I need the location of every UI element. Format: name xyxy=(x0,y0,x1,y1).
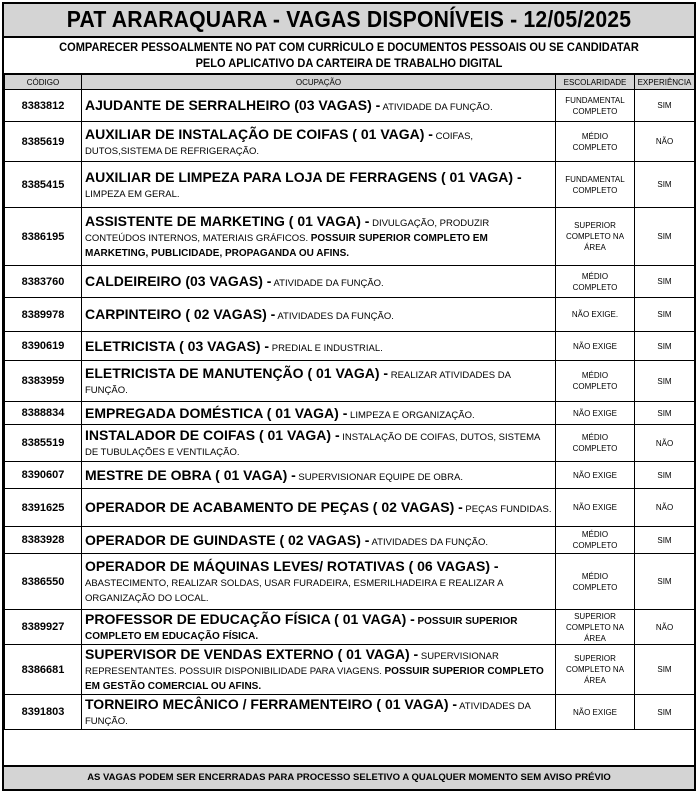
job-code: 8385415 xyxy=(5,162,82,208)
instructions-line-1: COMPARECER PESSOALMENTE NO PAT COM CURRÍCULO E DOCUMENTOS PESSOAIS OU SE CANDIDATAR xyxy=(59,42,639,54)
table-row xyxy=(5,332,695,361)
job-description: INSTALAÇÃO DE COIFAS, DUTOS, SISTEMA DE TUBULAÇÕES E VENTILAÇÃO. xyxy=(85,432,540,458)
job-description: COIFAS, DUTOS,SISTEMA DE REFRIGERAÇÃO. xyxy=(85,130,474,157)
job-requirement: POSSUIR SUPERIOR COMPLETO EM EDUCAÇÃO FÍSICA. xyxy=(85,616,518,642)
job-occupation xyxy=(82,489,556,527)
job-occupation xyxy=(82,402,556,425)
job-code: 8385619 xyxy=(5,122,82,162)
job-title: CARPINTEIRO ( 02 VAGAS) - xyxy=(85,306,276,322)
job-title: SUPERVISOR DE VENDAS EXTERNO ( 01 VAGA) - xyxy=(85,646,419,662)
job-occupation xyxy=(82,361,556,402)
job-experience: SIM xyxy=(635,162,695,208)
job-title: OPERADOR DE GUINDASTE ( 02 VAGAS) - xyxy=(85,531,370,548)
job-code: 8386681 xyxy=(5,645,82,695)
job-experience: SIM xyxy=(635,361,695,402)
job-description: ATIVIDADES DA FUNÇÃO. xyxy=(369,536,489,548)
job-education: NÃO EXIGE xyxy=(556,462,635,489)
job-occupation xyxy=(82,208,556,266)
title-bar xyxy=(4,4,694,38)
job-code: 8388834 xyxy=(5,402,82,425)
job-title: ELETRICISTA DE MANUTENÇÃO ( 01 VAGA) - xyxy=(85,365,389,381)
job-education: SUPERIOR COMPLETO NA ÁREA xyxy=(556,208,635,266)
job-education: FUNDAMENTAL COMPLETO xyxy=(556,162,635,208)
job-occupation xyxy=(82,527,556,554)
job-title: AUXILIAR DE LIMPEZA PARA LOJA DE FERRAGENS ( 01 VAGA) - xyxy=(85,168,522,185)
job-description: PREDIAL E INDUSTRIAL. xyxy=(269,342,383,354)
job-title: OPERADOR DE MÁQUINAS LEVES/ ROTATIVAS ( 06 VAGAS) - xyxy=(85,558,499,574)
vacancies-table xyxy=(4,74,695,730)
job-title: CALDEIREIRO (03 VAGAS) - xyxy=(85,273,272,289)
job-experience: SIM xyxy=(635,402,695,425)
job-description: LIMPEZA E ORGANIZAÇÃO. xyxy=(347,409,475,421)
table-row xyxy=(5,402,695,425)
job-code: 8383760 xyxy=(5,266,82,298)
instructions xyxy=(4,38,694,74)
job-code: 8386195 xyxy=(5,208,82,266)
table-row xyxy=(5,266,695,298)
job-occupation xyxy=(82,554,556,610)
job-occupation xyxy=(82,90,556,122)
job-experience: SIM xyxy=(635,298,695,332)
job-experience: SIM xyxy=(635,527,695,554)
job-description: SUPERVISIONAR EQUIPE DE OBRA. xyxy=(295,471,463,483)
job-description: PEÇAS FUNDIDAS. xyxy=(462,504,552,515)
job-title: AUXILIAR DE INSTALAÇÃO DE COIFAS ( 01 VAGA) - xyxy=(85,125,433,142)
job-education: MÉDIO COMPLETO xyxy=(556,425,635,462)
table-row xyxy=(5,208,695,266)
job-education: MÉDIO COMPLETO xyxy=(556,122,635,162)
job-experience: SIM xyxy=(635,208,695,266)
page-title: PAT ARARAQUARA - VAGAS DISPONÍVEIS - 12/05/2025 xyxy=(32,4,667,34)
job-education: NÃO EXIGE xyxy=(556,332,635,361)
table-row xyxy=(5,527,695,554)
job-experience: NÃO xyxy=(635,122,695,162)
job-description: ATIVIDADES DA FUNÇÃO. xyxy=(275,311,394,322)
job-occupation xyxy=(82,298,556,332)
job-code: 8391625 xyxy=(5,489,82,527)
table-header-row xyxy=(5,75,695,90)
table-row xyxy=(5,489,695,527)
job-occupation xyxy=(82,610,556,645)
table-row xyxy=(5,462,695,489)
header-code: CÓDIGO xyxy=(5,75,82,90)
job-title: ELETRICISTA ( 03 VAGAS) - xyxy=(85,337,270,354)
job-title: PROFESSOR DE EDUCAÇÃO FÍSICA ( 01 VAGA) - xyxy=(85,611,415,627)
job-experience: NÃO xyxy=(635,425,695,462)
job-description: ATIVIDADE DA FUNÇÃO. xyxy=(271,278,384,289)
job-occupation xyxy=(82,162,556,208)
job-code: 8390607 xyxy=(5,462,82,489)
job-description: REALIZAR ATIVIDADES DA FUNÇÃO. xyxy=(85,370,511,396)
job-experience: SIM xyxy=(635,266,695,298)
header-experience: EXPERIÊNCIA xyxy=(635,75,695,90)
job-code: 8383928 xyxy=(5,527,82,554)
job-education: MÉDIO COMPLETO xyxy=(556,266,635,298)
job-description: ATIVIDADE DA FUNÇÃO. xyxy=(380,102,493,113)
job-description: DIVULGAÇÃO, PRODUZIR CONTEÚDOS INTERNOS, MATERIAIS GRÁFICOS. xyxy=(85,218,490,244)
job-description: ATIVIDADES DA FUNÇÃO. xyxy=(85,701,531,727)
job-code: 8383959 xyxy=(5,361,82,402)
job-experience: SIM xyxy=(635,645,695,695)
job-description: SUPERVISIONAR REPRESENTANTES. POSSUIR DISPONIBILIDADE PARA VIAGENS. xyxy=(85,651,499,677)
table-row xyxy=(5,645,695,695)
job-occupation xyxy=(82,425,556,462)
job-title: TORNEIRO MECÂNICO / FERRAMENTEIRO ( 01 VAGA) - xyxy=(85,696,458,712)
job-title: AJUDANTE DE SERRALHEIRO (03 VAGAS) - xyxy=(85,97,381,113)
table-row xyxy=(5,361,695,402)
job-experience: SIM xyxy=(635,554,695,610)
job-education: SUPERIOR COMPLETO NA ÁREA xyxy=(556,610,635,645)
job-education: NÃO EXIGE xyxy=(556,402,635,425)
job-code: 8386550 xyxy=(5,554,82,610)
table-row xyxy=(5,162,695,208)
table-row xyxy=(5,695,695,730)
job-experience: SIM xyxy=(635,695,695,730)
job-listing-sheet xyxy=(2,2,696,791)
table-row xyxy=(5,90,695,122)
job-experience: SIM xyxy=(635,90,695,122)
instructions-line-2: PELO APLICATIVO DA CARTEIRA DE TRABALHO DIGITAL xyxy=(195,58,503,70)
job-education: NÃO EXIGE. xyxy=(556,298,635,332)
job-occupation xyxy=(82,266,556,298)
job-education: MÉDIO COMPLETO xyxy=(556,361,635,402)
job-education: SUPERIOR COMPLETO NA ÁREA xyxy=(556,645,635,695)
job-code: 8390619 xyxy=(5,332,82,361)
footer-notice: AS VAGAS PODEM SER ENCERRADAS PARA PROCESSO SELETIVO A QUALQUER MOMENTO SEM AVISO PRÉVIO xyxy=(4,765,694,789)
job-description: LIMPEZA EM GERAL. xyxy=(85,188,180,200)
job-title: OPERADOR DE ACABAMENTO DE PEÇAS ( 02 VAGAS) - xyxy=(85,499,463,515)
job-occupation xyxy=(82,695,556,730)
job-education: MÉDIO COMPLETO xyxy=(556,527,635,554)
job-code: 8389978 xyxy=(5,298,82,332)
job-requirement: POSSUIR SUPERIOR COMPLETO EM MARKETING, PUBLICIDADE, PROPAGANDA OU AFINS. xyxy=(85,233,488,259)
job-experience: NÃO xyxy=(635,489,695,527)
job-requirement: POSSUIR SUPERIOR COMPLETO EM GESTÃO COMERCIAL OU AFINS. xyxy=(85,666,544,692)
table-row xyxy=(5,425,695,462)
header-occupation: OCUPAÇÃO xyxy=(82,75,556,90)
job-occupation xyxy=(82,332,556,361)
table-row xyxy=(5,298,695,332)
job-title: MESTRE DE OBRA ( 01 VAGA) - xyxy=(85,466,296,483)
job-title: EMPREGADA DOMÉSTICA ( 01 VAGA) - xyxy=(85,404,348,421)
job-experience: SIM xyxy=(635,462,695,489)
job-description: ABASTECIMENTO, REALIZAR SOLDAS, USAR FURADEIRA, ESMERILHADEIRA E REALIZAR A ORGANIZAÇÃO DO LOCAL. xyxy=(85,578,503,604)
table-row xyxy=(5,554,695,610)
table-row xyxy=(5,122,695,162)
job-code: 8385519 xyxy=(5,425,82,462)
job-title: INSTALADOR DE COIFAS ( 01 VAGA) - xyxy=(85,427,340,443)
job-code: 8389927 xyxy=(5,610,82,645)
job-code: 8383812 xyxy=(5,90,82,122)
job-education: FUNDAMENTAL COMPLETO xyxy=(556,90,635,122)
job-education: NÃO EXIGE xyxy=(556,489,635,527)
job-occupation xyxy=(82,645,556,695)
job-experience: SIM xyxy=(635,332,695,361)
table-row xyxy=(5,610,695,645)
job-code: 8391803 xyxy=(5,695,82,730)
job-title: ASSISTENTE DE MARKETING ( 01 VAGA) - xyxy=(85,213,370,229)
job-education: NÃO EXIGE xyxy=(556,695,635,730)
job-education: MÉDIO COMPLETO xyxy=(556,554,635,610)
job-experience: NÃO xyxy=(635,610,695,645)
job-occupation xyxy=(82,462,556,489)
header-education: ESCOLARIDADE xyxy=(556,75,635,90)
job-occupation xyxy=(82,122,556,162)
